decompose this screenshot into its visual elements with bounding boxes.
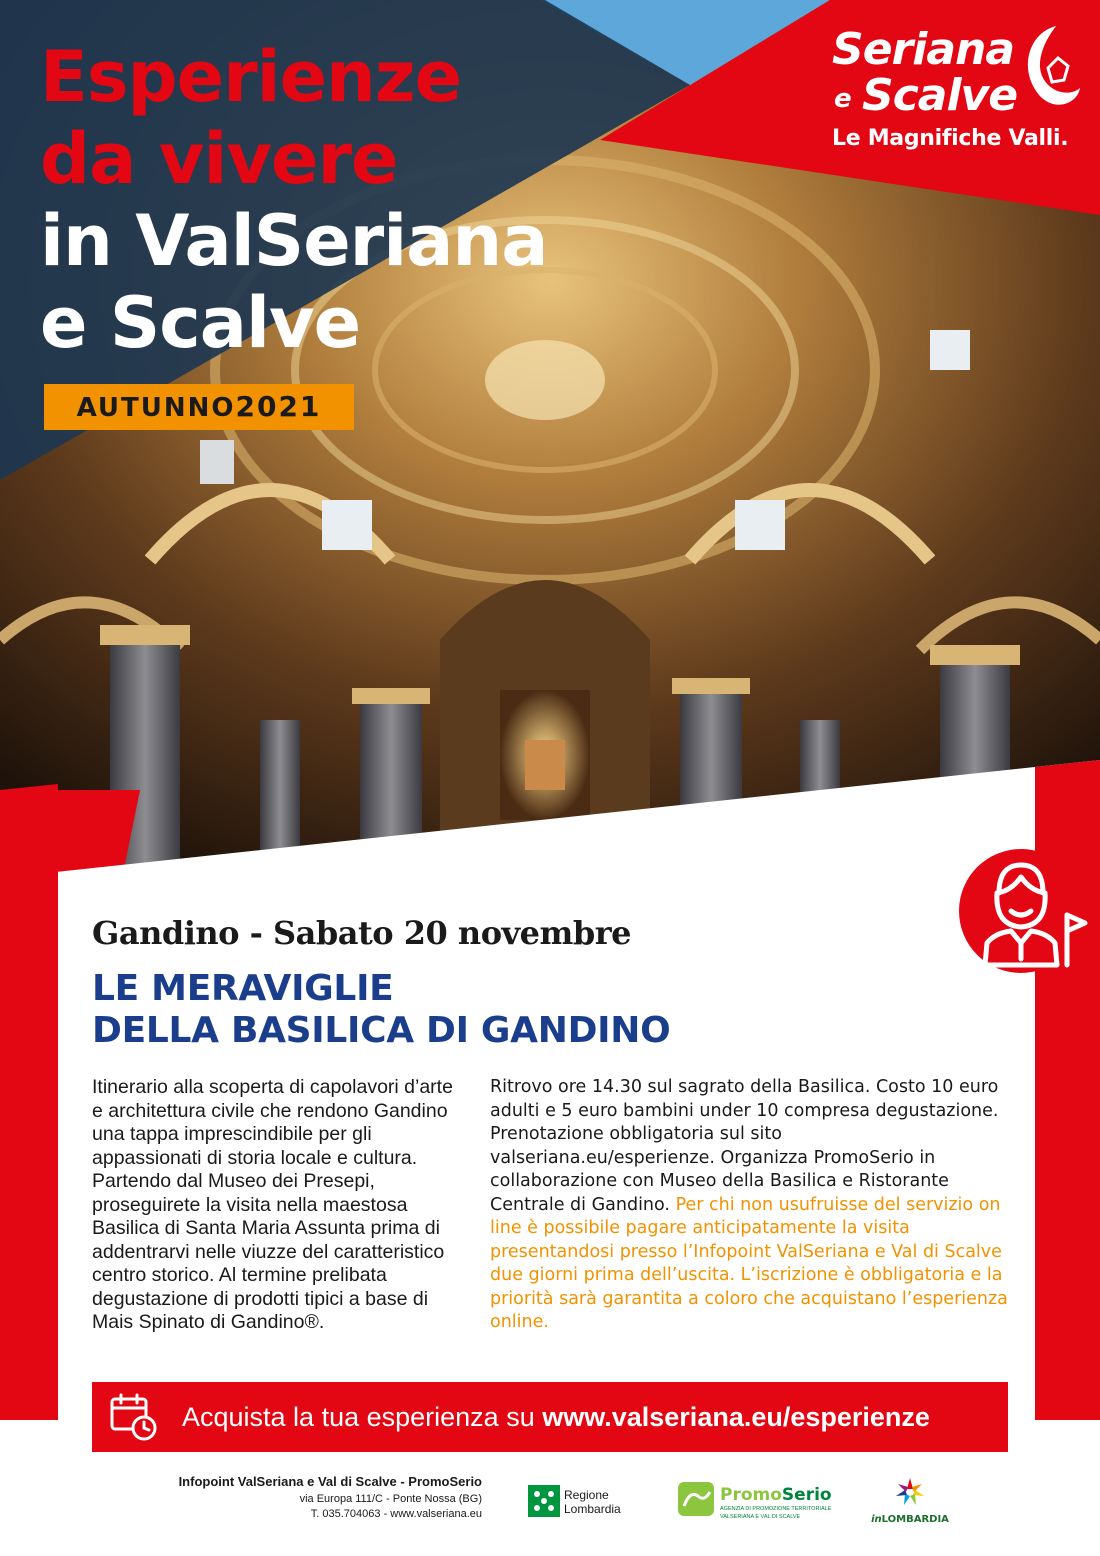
practical-info-text: Ritrovo ore 14.30 sul sagrato della Basilica. Costo 10 euro adulti e 5 euro bambini under 10 compresa degustazione. Prenotazione obbligatoria sul sito valseriana.eu/esperienze. Organizza PromoSerio in collaborazione con Museo della Basilica e Ristorante Centrale di Gandino. <box>490 1077 999 1215</box>
purchase-text <box>182 1382 930 1452</box>
svg-text:PromoSerio <box>720 1485 832 1505</box>
purchase-url-link[interactable]: www.valseriana.eu/esperienze <box>542 1402 930 1432</box>
headline-line-1: Esperienze <box>40 36 462 118</box>
calendar-clock-icon <box>108 1392 158 1442</box>
description-right <box>490 1076 1010 1335</box>
infopoint-phone: T. 035.704063 - www.valseriana.eu <box>310 1508 482 1520</box>
logo-scalve: Scalve <box>862 70 1018 121</box>
event-date: Gandino - Sabato 20 novembre <box>92 914 631 952</box>
headline-line-4: e Scalve <box>40 282 361 364</box>
regione-line-1: Regione <box>564 1488 609 1502</box>
logo-e: e <box>834 84 852 114</box>
red-left-band <box>0 784 58 1420</box>
season-label: AUTUNNO <box>76 393 236 423</box>
headline-line-2: da vivere <box>40 118 398 200</box>
inlombardia-text-b: LOMBARDIA <box>881 1514 949 1525</box>
headline-line-3: in ValSeriana <box>40 200 548 282</box>
promo-text-b: Serio <box>781 1485 832 1505</box>
tour-guide-icon <box>955 847 1100 977</box>
promoserio-logo <box>676 1480 846 1522</box>
inlombardia-text-a: in <box>871 1514 882 1525</box>
fox-moon-icon <box>1012 22 1082 114</box>
season-badge <box>44 384 354 430</box>
promo-text-a: Promo <box>720 1485 782 1505</box>
infopoint-title: Infopoint ValSeriana e Val di Scalve - PromoSerio <box>178 1474 482 1489</box>
svg-text:inLOMBARDIA <box>871 1514 949 1525</box>
promo-subtitle-2: VALSERIANA E VAL DI SCALVE <box>720 1514 801 1520</box>
logo-seriana: Seriana <box>832 24 1015 75</box>
event-title-line-2: DELLA BASILICA DI GANDINO <box>92 1010 671 1051</box>
purchase-label: Acquista la tua esperienza su <box>182 1402 535 1432</box>
payment-note-text: Per chi non usufruisse del servizio on line è possibile pagare anticipatamente la visita presentandosi presso l’Infopoint ValSeriana e Val di Scalve due giorni prima dell’uscita. L’iscrizione è obbligatoria e la priorità sarà garantita a coloro che acquistano l’esperienza online. <box>490 1194 1008 1332</box>
description-left: Itinerario alla scoperta di capolavori d’arte e architettura civile che rendono Gandino una tappa imprescindibile per gli appassionati di storia locale e cultura. Partendo dal Museo dei Presepi, proseguirete la visita nella maestosa Basilica di Santa Maria Assunta prima di addentrarvi nelle viuzze del caratteristico centro storico. Al termine prelibata degustazione di prodotti tipici a base di Mais Spinato di Gandino®. <box>92 1076 453 1333</box>
regione-line-2: Lombardia <box>564 1502 621 1516</box>
promo-subtitle-1: AGENZIA DI PROMOZIONE TERRITORIALE <box>720 1506 832 1512</box>
season-year: 2021 <box>235 390 322 423</box>
inlombardia-logo <box>860 1476 960 1526</box>
regione-lombardia-logo <box>528 1484 658 1518</box>
logo-tagline: Le Magnifiche Valli. <box>832 126 1069 151</box>
event-title-line-1: LE MERAVIGLIE <box>92 968 394 1009</box>
infopoint-block <box>130 1472 482 1522</box>
purchase-banner[interactable] <box>92 1382 1008 1452</box>
infopoint-address: via Europa 111/C - Ponte Nossa (BG) <box>299 1493 482 1505</box>
